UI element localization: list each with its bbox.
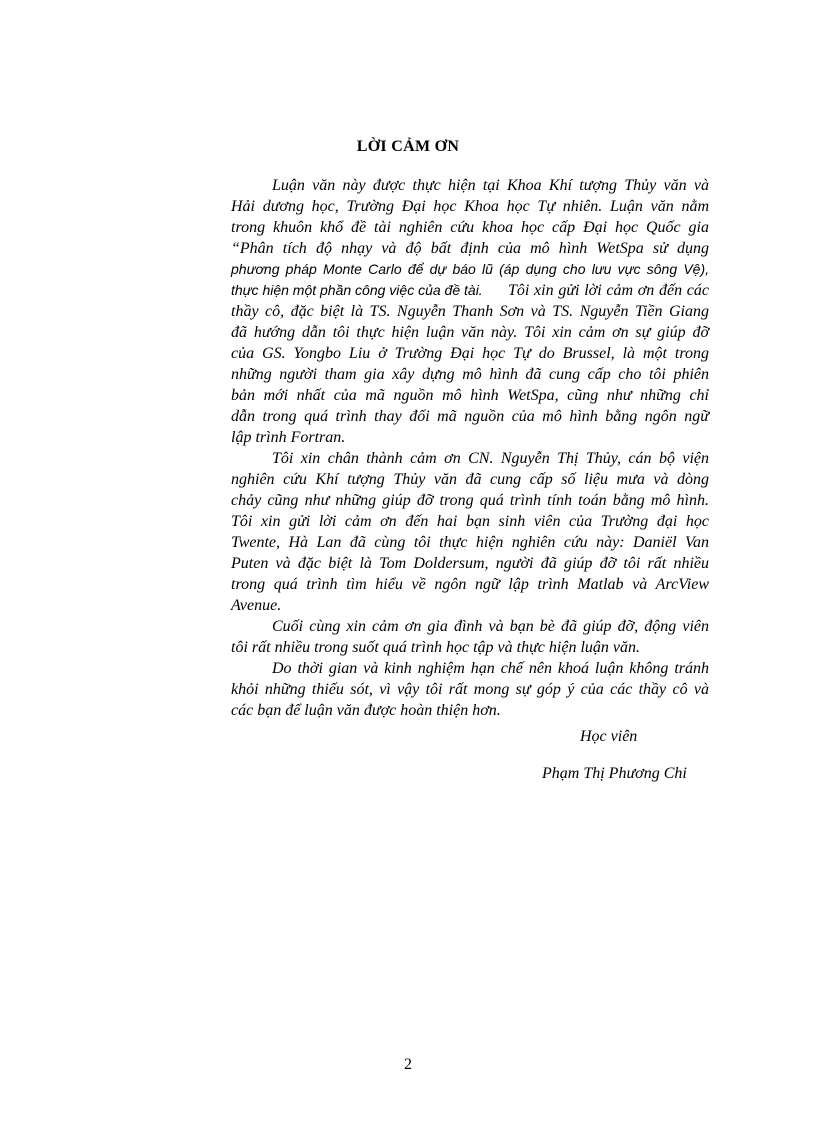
text-line: Luận văn này được thực hiện tại Khoa Khí tượng Thủy văn và xyxy=(272,177,709,194)
text-line: của GS. Yongbo Liu ở Trường Đại học Tự do Brussel, là một trong xyxy=(231,345,709,362)
text-line: nghiên cứu Khí tượng Thủy văn đã cung cấp số liệu mưa và dòng xyxy=(231,471,709,488)
signature-name: Phạm Thị Phương Chi xyxy=(542,765,687,782)
text-line: tôi rất nhiều trong suốt quá trình học tập và thực hiện luận văn. xyxy=(231,639,640,656)
text-line: Avenue. xyxy=(231,597,282,614)
text-line: Tôi xin gửi lời cảm ơn đến hai bạn sinh viên của Trường đại học xyxy=(231,513,709,530)
text-line: “Phân tích độ nhạy và độ bất định của mô hình WetSpa sử dụng xyxy=(231,240,709,257)
text-line: bản mới nhất của mã nguồn mô hình WetSpa, cũng như những chỉ xyxy=(231,387,709,404)
text-line: Twente, Hà Lan đã cùng tôi thực hiện nghiên cứu này: Daniël Van xyxy=(231,534,709,551)
text-line: Hải dương học, Trường Đại học Khoa học Tự nhiên. Luận văn nằm xyxy=(231,198,709,215)
text-line: lập trình Fortran. xyxy=(231,429,346,446)
text-line: những người tham gia xây dựng mô hình đã cung cấp cho tôi phiên xyxy=(231,366,709,383)
text-line: Tôi xin chân thành cảm ơn CN. Nguyễn Thị Thủy, cán bộ viện xyxy=(272,450,709,467)
text-line: trong quá trình tìm hiểu về ngôn ngữ lập trình Matlab và ArcView xyxy=(231,576,709,593)
signature-role: Học viên xyxy=(580,728,638,745)
text-line: thầy cô, đặc biệt là TS. Nguyễn Thanh Sơn và TS. Nguyễn Tiền Giang xyxy=(231,303,709,320)
text-line: Puten và đặc biệt là Tom Doldersum, người đã giúp đỡ tôi rất nhiều xyxy=(231,555,709,572)
text-line: các bạn để luận văn được hoàn thiện hơn. xyxy=(231,702,501,719)
text-line: phương pháp Monte Carlo để dự báo lũ (áp dụng cho lưu vực sông Vệ), xyxy=(231,261,709,277)
text-line: Do thời gian và kinh nghiệm hạn chế nên khoá luận không tránh xyxy=(272,660,709,677)
text-line: chảy cũng như những giúp đỡ trong quá trình tính toán bằng mô hình. xyxy=(231,492,709,509)
text-line: dẫn trong quá trình thay đổi mã nguồn của mô hình bằng ngôn ngữ xyxy=(231,408,709,425)
text-line: trong khuôn khổ đề tài nghiên cứu khoa học cấp Đại học Quốc gia xyxy=(231,219,709,236)
text-line: khỏi những thiếu sót, vì vậy tôi rất mong sự góp ý của các thầy cô và xyxy=(231,681,709,698)
page-number: 2 xyxy=(404,1056,412,1073)
page-title: LỜI CẢM ƠN xyxy=(356,138,460,155)
text-line: thực hiện một phần công việc của đề tài. xyxy=(231,282,483,298)
text-line: Cuối cùng xin cảm ơn gia đình và bạn bè đã giúp đỡ, động viên xyxy=(272,618,709,635)
text-line: Tôi xin gửi lời cảm ơn đến các xyxy=(508,282,709,299)
text-line: đã hướng dẫn tôi thực hiện luận văn này. Tôi xin cảm ơn sự giúp đỡ xyxy=(231,324,709,341)
